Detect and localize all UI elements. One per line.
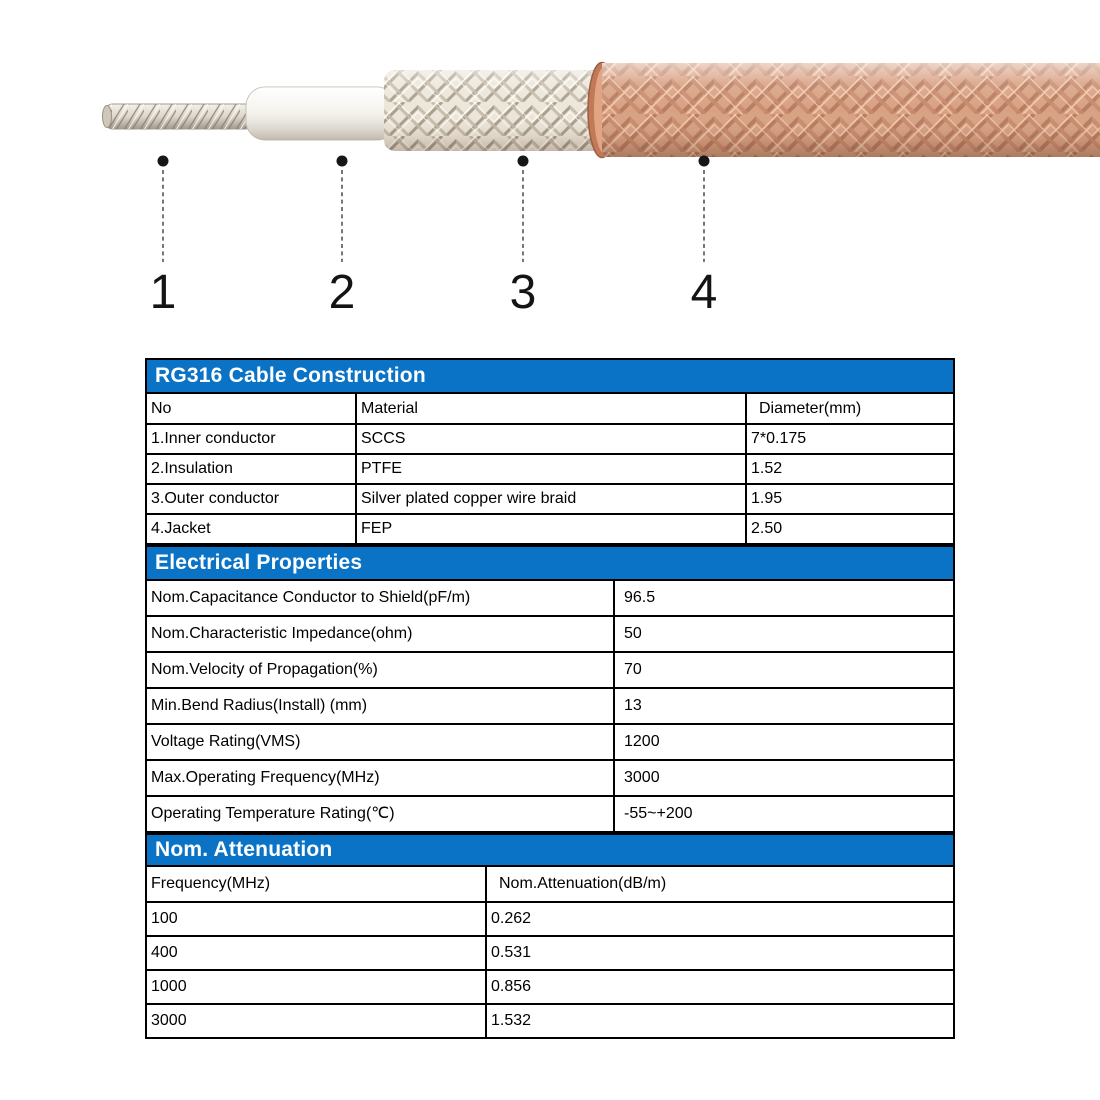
table-cell: Nom.Capacitance Conductor to Shield(pF/m) bbox=[146, 580, 614, 616]
table-row bbox=[146, 970, 954, 1004]
table-cell: 4.Jacket bbox=[146, 514, 356, 544]
callout-dot bbox=[518, 156, 529, 167]
table-row bbox=[146, 514, 954, 544]
column-header-attenuation: Nom.Attenuation(dB/m) bbox=[486, 866, 954, 902]
table-row bbox=[146, 616, 954, 652]
table-cell: 13 bbox=[614, 688, 954, 724]
table-cell: 50 bbox=[614, 616, 954, 652]
callouts bbox=[150, 156, 718, 320]
inner-conductor bbox=[103, 104, 255, 129]
table-cell: 70 bbox=[614, 652, 954, 688]
table-cell: 0.856 bbox=[486, 970, 954, 1004]
callout-number: 1 bbox=[149, 266, 177, 319]
table-cell: 0.262 bbox=[486, 902, 954, 936]
construction-table-title: RG316 Cable Construction bbox=[146, 359, 954, 393]
table-cell: Min.Bend Radius(Install) (mm) bbox=[146, 688, 614, 724]
column-header-no: No bbox=[146, 393, 356, 424]
callout-dot bbox=[158, 156, 169, 167]
table-row bbox=[146, 902, 954, 936]
table-cell: 2.50 bbox=[746, 514, 954, 544]
callout-number: 4 bbox=[690, 266, 718, 319]
jacket-braid bbox=[602, 63, 1100, 157]
table-cell: PTFE bbox=[356, 454, 746, 484]
table-cell: 1.532 bbox=[486, 1004, 954, 1038]
callout-dot bbox=[699, 156, 710, 167]
table-title-row bbox=[146, 359, 954, 393]
table-cell: SCCS bbox=[356, 424, 746, 454]
table-cell: 1.95 bbox=[746, 484, 954, 514]
outer-conductor-braid bbox=[384, 70, 606, 151]
table-cell: 0.531 bbox=[486, 936, 954, 970]
table-row bbox=[146, 688, 954, 724]
table-cell: FEP bbox=[356, 514, 746, 544]
table-cell: Silver plated copper wire braid bbox=[356, 484, 746, 514]
table-cell: 7*0.175 bbox=[746, 424, 954, 454]
table-cell: 2.Insulation bbox=[146, 454, 356, 484]
table-row bbox=[146, 424, 954, 454]
electrical-properties-table bbox=[145, 545, 955, 833]
table-row bbox=[146, 484, 954, 514]
attenuation-table bbox=[145, 833, 955, 1039]
table-title-row bbox=[146, 546, 954, 580]
insulation bbox=[246, 87, 396, 140]
column-header-material: Material bbox=[356, 393, 746, 424]
table-title-row bbox=[146, 834, 954, 866]
table-cell: 1.52 bbox=[746, 454, 954, 484]
table-cell: Max.Operating Frequency(MHz) bbox=[146, 760, 614, 796]
table-cell: -55~+200 bbox=[614, 796, 954, 832]
table-cell: Operating Temperature Rating(℃) bbox=[146, 796, 614, 832]
table-row bbox=[146, 796, 954, 832]
table-cell: 1200 bbox=[614, 724, 954, 760]
table-row bbox=[146, 1004, 954, 1038]
callout-dot bbox=[337, 156, 348, 167]
cable-photo bbox=[0, 0, 1100, 330]
spec-tables bbox=[145, 358, 953, 1039]
table-cell: 400 bbox=[146, 936, 486, 970]
table-row bbox=[146, 580, 954, 616]
table-row bbox=[146, 936, 954, 970]
table-cell: 100 bbox=[146, 902, 486, 936]
electrical-table-title: Electrical Properties bbox=[146, 546, 954, 580]
callout-number: 3 bbox=[509, 266, 537, 319]
table-cell: 3.Outer conductor bbox=[146, 484, 356, 514]
cable-construction-table bbox=[145, 358, 955, 545]
table-header-row bbox=[146, 393, 954, 424]
table-row bbox=[146, 652, 954, 688]
table-row bbox=[146, 724, 954, 760]
column-header-diameter: Diameter(mm) bbox=[746, 393, 954, 424]
table-header-row bbox=[146, 866, 954, 902]
table-cell: 1.Inner conductor bbox=[146, 424, 356, 454]
table-cell: 3000 bbox=[146, 1004, 486, 1038]
column-header-frequency: Frequency(MHz) bbox=[146, 866, 486, 902]
table-cell: Nom.Characteristic Impedance(ohm) bbox=[146, 616, 614, 652]
callout-number: 2 bbox=[328, 266, 356, 319]
table-row bbox=[146, 454, 954, 484]
table-cell: Voltage Rating(VMS) bbox=[146, 724, 614, 760]
table-cell: 1000 bbox=[146, 970, 486, 1004]
table-cell: 96.5 bbox=[614, 580, 954, 616]
table-row bbox=[146, 760, 954, 796]
table-cell: Nom.Velocity of Propagation(%) bbox=[146, 652, 614, 688]
table-cell: 3000 bbox=[614, 760, 954, 796]
attenuation-table-title: Nom. Attenuation bbox=[146, 834, 954, 866]
